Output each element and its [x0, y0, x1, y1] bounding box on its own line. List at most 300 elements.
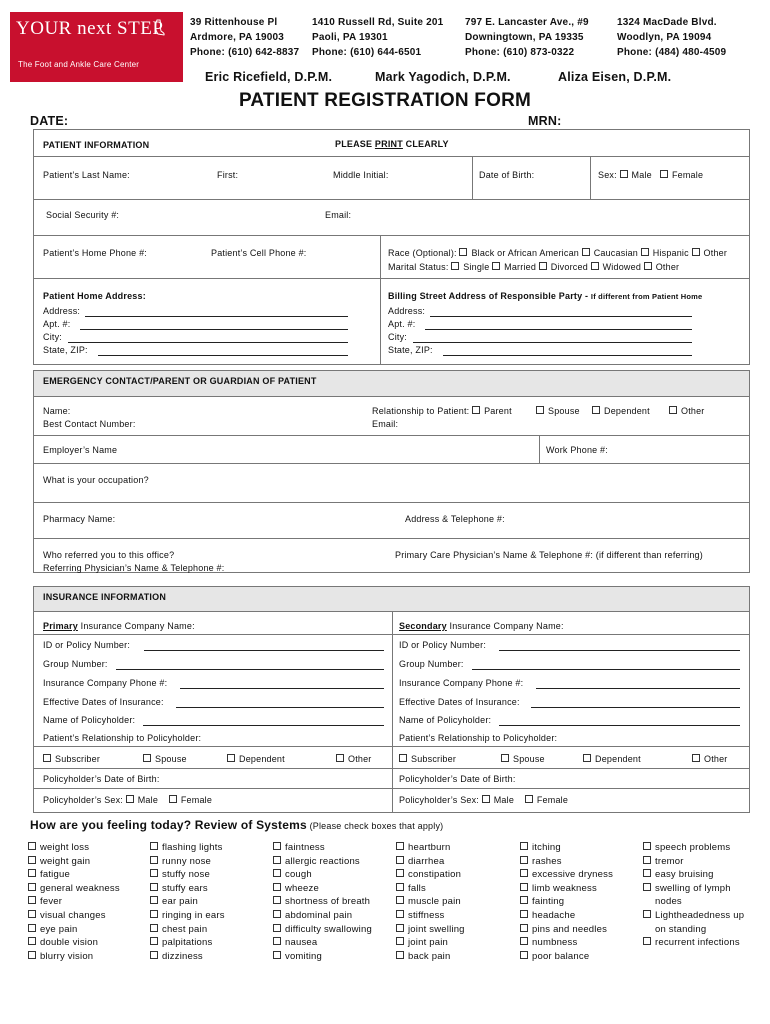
ros-item[interactable] — [150, 909, 225, 923]
other-checkbox[interactable] — [669, 406, 677, 414]
ros-item-label: Lightheadedness up — [655, 909, 745, 921]
primary-policyholder-line[interactable] — [143, 725, 384, 726]
dependent-checkbox[interactable] — [592, 406, 600, 414]
sex-options — [598, 170, 703, 180]
ros-title: How are you feeling today? Review of Systems — [30, 818, 307, 832]
male-checkbox[interactable] — [620, 170, 628, 178]
ros-item-label: muscle pain — [408, 896, 461, 908]
ros-checkbox[interactable] — [396, 937, 404, 945]
ros-checkbox[interactable] — [520, 951, 528, 959]
race-options — [388, 248, 727, 258]
ph-sex-label: Policyholder’s Sex: — [399, 795, 480, 805]
emergency-header: EMERGENCY CONTACT/PARENT OR GUARDIAN OF PATIENT — [43, 376, 317, 386]
ros-item-label: ringing in ears — [162, 909, 225, 921]
ros-item-label: back pain — [408, 950, 451, 962]
ros-item[interactable] — [273, 895, 372, 909]
apt-label: Apt. #: — [43, 319, 71, 329]
ros-column — [28, 841, 120, 963]
race-option: Hispanic — [652, 248, 689, 258]
ros-item[interactable] — [273, 868, 372, 882]
ros-item[interactable] — [273, 936, 372, 950]
ros-item-label: wheeze — [285, 882, 319, 894]
referring-physician-field[interactable]: Referring Physician’s Name & Telephone #: — [43, 563, 225, 573]
pharmacy-field[interactable]: Pharmacy Name: — [43, 514, 116, 524]
ph-sex-label: Policyholder’s Sex: — [43, 795, 124, 805]
marital-checkbox[interactable] — [539, 262, 547, 270]
ros-item[interactable] — [643, 936, 744, 950]
ros-item[interactable] — [28, 868, 120, 882]
primary-ph-dob-field[interactable]: Policyholder’s Date of Birth: — [43, 774, 160, 784]
ros-column — [396, 841, 465, 963]
ros-item[interactable] — [150, 841, 225, 855]
primary-group-field[interactable]: Group Number: — [43, 659, 108, 669]
best-contact-field[interactable]: Best Contact Number: — [43, 419, 136, 429]
race-label: Race (Optional): — [388, 248, 457, 258]
ros-checkbox[interactable] — [643, 910, 651, 918]
billing-apt-line[interactable] — [425, 329, 692, 330]
ros-item-label: cough — [285, 869, 312, 881]
ros-item[interactable] — [396, 950, 465, 964]
ros-checkbox[interactable] — [28, 856, 36, 864]
secondary-id-field[interactable]: ID or Policy Number: — [399, 640, 487, 650]
referred-field[interactable]: Who referred you to this office? — [43, 550, 175, 560]
ros-checkbox[interactable] — [150, 937, 158, 945]
primary-dates-field[interactable]: Effective Dates of Insurance: — [43, 697, 164, 707]
dependent-checkbox[interactable] — [227, 754, 235, 762]
secondary-other-option — [692, 754, 728, 764]
spouse-checkbox[interactable] — [143, 754, 151, 762]
ros-item[interactable] — [520, 841, 613, 855]
ros-checkbox[interactable] — [28, 883, 36, 891]
marital-option: Widowed — [602, 262, 642, 272]
ros-item[interactable] — [150, 895, 225, 909]
female-checkbox[interactable] — [525, 795, 533, 803]
parent-checkbox[interactable] — [472, 406, 480, 414]
ros-checkbox[interactable] — [643, 869, 651, 877]
ros-item[interactable] — [28, 895, 120, 909]
dependent-option — [592, 406, 650, 416]
ros-item-label: chest pain — [162, 923, 208, 935]
ros-checkbox[interactable] — [273, 910, 281, 918]
ros-item[interactable] — [150, 868, 225, 882]
ros-item-label: shortness of breath — [285, 896, 371, 908]
primary-relationship-label: Patient’s Relationship to Policyholder: — [43, 733, 202, 743]
ros-item-label: fainting — [532, 896, 565, 908]
option-label: Other — [348, 754, 372, 764]
option-label: Other — [704, 754, 728, 764]
ros-item[interactable] — [150, 950, 225, 964]
ros-item-label: eye pain — [40, 923, 78, 935]
ros-checkbox[interactable] — [520, 869, 528, 877]
race-checkbox[interactable] — [692, 248, 700, 256]
billing-state-zip-line[interactable] — [443, 355, 692, 356]
occupation-field[interactable]: What is your occupation? — [43, 475, 149, 485]
ros-item-label: dizziness — [162, 950, 203, 962]
male-checkbox[interactable] — [482, 795, 490, 803]
billing-note: If different from Patient Home — [590, 292, 703, 301]
city-line[interactable] — [68, 342, 348, 343]
marital-checkbox[interactable] — [451, 262, 459, 270]
ros-checkbox[interactable] — [150, 869, 158, 877]
ros-checkbox[interactable] — [150, 896, 158, 904]
primary-policyholder-field[interactable]: Name of Policyholder: — [43, 715, 136, 725]
option-label: Subscriber — [55, 754, 101, 764]
ros-item[interactable] — [643, 841, 744, 855]
office-line: Phone: (610) 642-8837 — [190, 47, 300, 58]
secondary-group-field[interactable]: Group Number: — [399, 659, 464, 669]
ros-item[interactable] — [273, 855, 372, 869]
ros-item[interactable] — [396, 909, 465, 923]
ros-item-label: recurrent infections — [655, 937, 740, 949]
primary-company-field[interactable] — [43, 621, 195, 631]
ros-checkbox[interactable] — [520, 883, 528, 891]
company-label: Insurance Company Name: — [446, 621, 564, 631]
marital-option: Married — [504, 262, 537, 272]
ros-checkbox[interactable] — [396, 883, 404, 891]
logo-subtitle: The Foot and Ankle Care Center — [18, 60, 140, 69]
ros-item-label: allergic reactions — [285, 855, 360, 867]
option-label: Spouse — [548, 406, 580, 416]
secondary-policyholder-line[interactable] — [499, 725, 740, 726]
address-label: Address: — [43, 306, 81, 316]
secondary-policyholder-field[interactable]: Name of Policyholder: — [399, 715, 492, 725]
ros-item[interactable] — [520, 909, 613, 923]
home-phone-field[interactable]: Patient’s Home Phone #: — [43, 248, 147, 258]
office-line: 1324 MacDade Blvd. — [617, 17, 717, 28]
primary-phone-line[interactable] — [180, 688, 384, 689]
ros-heading — [30, 818, 443, 832]
ros-item-label: faintness — [285, 842, 325, 853]
option-label: Male — [493, 795, 515, 805]
ros-item-label: poor balance — [532, 950, 590, 962]
male-label: Male — [631, 170, 652, 180]
marital-option: Divorced — [550, 262, 588, 272]
other-checkbox[interactable] — [336, 754, 344, 762]
ros-checkbox[interactable] — [28, 842, 36, 850]
ros-item[interactable] — [273, 882, 372, 896]
ros-checkbox[interactable] — [396, 951, 404, 959]
employer-field[interactable]: Employer’s Name — [43, 445, 118, 455]
primary-id-field[interactable]: ID or Policy Number: — [43, 640, 131, 650]
ros-checkbox[interactable] — [273, 924, 281, 932]
marital-checkbox[interactable] — [644, 262, 652, 270]
first-name-field[interactable]: First: — [217, 170, 239, 180]
ros-item[interactable] — [520, 882, 613, 896]
ros-item-label: rashes — [532, 855, 562, 867]
ros-item[interactable] — [643, 868, 744, 882]
ros-item[interactable] — [520, 868, 613, 882]
ros-item[interactable] — [396, 923, 465, 937]
doctor-name: Mark Yagodich, D.P.M. — [375, 70, 511, 84]
ros-item[interactable] — [643, 882, 744, 896]
ros-checkbox[interactable] — [520, 842, 528, 850]
ros-checkbox[interactable] — [643, 937, 651, 945]
secondary-dependent-option — [583, 754, 641, 764]
pcp-field[interactable]: Primary Care Physician’s Name & Telephone #: (if different than referring) — [395, 550, 703, 560]
marital-checkbox[interactable] — [591, 262, 599, 270]
option-label: Parent — [484, 406, 512, 416]
ros-checkbox[interactable] — [520, 937, 528, 945]
ros-checkbox[interactable] — [396, 842, 404, 850]
primary-id-line[interactable] — [144, 650, 384, 651]
ros-checkbox[interactable] — [643, 842, 651, 850]
ros-item-label: diarrhea — [408, 855, 445, 867]
last-name-field[interactable]: Patient’s Last Name: — [43, 170, 130, 180]
ros-item[interactable] — [28, 936, 120, 950]
ros-item[interactable] — [273, 950, 372, 964]
primary-label: Primary — [43, 621, 78, 631]
ros-item-label: difficulty swallowing — [285, 923, 372, 935]
ros-checkbox[interactable] — [150, 883, 158, 891]
ros-item[interactable] — [150, 855, 225, 869]
emergency-contact-section — [33, 370, 750, 573]
emergency-name-field[interactable]: Name: — [43, 406, 71, 416]
ros-item-label: visual changes — [40, 909, 106, 921]
ros-checkbox[interactable] — [28, 937, 36, 945]
primary-phone-field[interactable]: Insurance Company Phone #: — [43, 678, 168, 688]
option-label: Dependent — [595, 754, 641, 764]
pharmacy-address-field[interactable]: Address & Telephone #: — [405, 514, 505, 524]
ros-item[interactable] — [643, 909, 744, 923]
ros-item[interactable] — [643, 923, 744, 937]
marital-option: Other — [655, 262, 680, 272]
address-label: Address: — [388, 306, 426, 316]
ros-checkbox[interactable] — [273, 842, 281, 850]
ros-item[interactable] — [28, 841, 120, 855]
ros-checkbox[interactable] — [520, 856, 528, 864]
ros-item[interactable] — [643, 895, 744, 909]
logo-title: YOUR next STEP — [16, 18, 164, 39]
office-line: Ardmore, PA 19003 — [190, 32, 284, 43]
office-line: 1410 Russell Rd, Suite 201 — [312, 17, 444, 28]
ros-item[interactable] — [520, 936, 613, 950]
ros-checkbox[interactable] — [520, 896, 528, 904]
ros-item[interactable] — [396, 882, 465, 896]
secondary-dates-field[interactable]: Effective Dates of Insurance: — [399, 697, 520, 707]
female-checkbox[interactable] — [660, 170, 668, 178]
doctor-name: Aliza Eisen, D.P.M. — [558, 70, 672, 84]
option-label: Spouse — [155, 754, 187, 764]
apt-label: Apt. #: — [388, 319, 416, 329]
ros-item-label: itching — [532, 842, 561, 853]
ros-item-label: runny nose — [162, 855, 212, 867]
ros-checkbox[interactable] — [520, 924, 528, 932]
email-field[interactable]: Email: — [325, 210, 352, 220]
ros-item[interactable] — [28, 855, 120, 869]
ros-item-label: easy bruising — [655, 869, 714, 881]
ros-checkbox[interactable] — [28, 910, 36, 918]
secondary-ph-dob-field[interactable]: Policyholder’s Date of Birth: — [399, 774, 516, 784]
ros-checkbox[interactable] — [150, 842, 158, 850]
billing-address-line[interactable] — [430, 316, 692, 317]
secondary-ph-sex-options — [399, 795, 568, 805]
ros-item[interactable] — [396, 868, 465, 882]
ros-checkbox[interactable] — [643, 883, 651, 891]
ros-checkbox[interactable] — [520, 910, 528, 918]
ros-item[interactable] — [150, 923, 225, 937]
ros-checkbox[interactable] — [396, 856, 404, 864]
ros-item[interactable] — [396, 841, 465, 855]
primary-group-line[interactable] — [116, 669, 384, 670]
ros-item[interactable] — [396, 895, 465, 909]
secondary-subscriber-option — [399, 754, 456, 764]
doctor-name: Eric Ricefield, D.P.M. — [205, 70, 333, 84]
race-option: Caucasian — [593, 248, 639, 258]
emergency-email-field[interactable]: Email: — [372, 419, 399, 429]
spouse-checkbox[interactable] — [536, 406, 544, 414]
spouse-checkbox[interactable] — [501, 754, 509, 762]
ros-item[interactable] — [273, 841, 372, 855]
ros-checkbox[interactable] — [273, 869, 281, 877]
office-line: Phone: (610) 873-0322 — [465, 47, 575, 58]
female-label: Female — [671, 170, 704, 180]
secondary-group-line[interactable] — [472, 669, 740, 670]
other-checkbox[interactable] — [692, 754, 700, 762]
ros-item-label: general weakness — [40, 882, 120, 894]
race-checkbox[interactable] — [641, 248, 649, 256]
ros-item[interactable] — [520, 855, 613, 869]
primary-dates-line[interactable] — [176, 707, 384, 708]
race-option: Black or African American — [471, 248, 579, 258]
city-label: City: — [43, 332, 62, 342]
ros-checkbox[interactable] — [273, 951, 281, 959]
middle-initial-field[interactable]: Middle Initial: — [333, 170, 389, 180]
secondary-phone-line[interactable] — [536, 688, 740, 689]
dob-field[interactable]: Date of Birth: — [479, 170, 535, 180]
ros-checkbox[interactable] — [273, 856, 281, 864]
billing-text: Billing Street Address of Responsible Party - — [388, 291, 591, 301]
male-checkbox[interactable] — [126, 795, 134, 803]
ros-item[interactable] — [28, 950, 120, 964]
dependent-checkbox[interactable] — [583, 754, 591, 762]
ros-checkbox[interactable] — [150, 951, 158, 959]
state-zip-label: State, ZIP: — [388, 345, 433, 355]
practice-logo — [10, 12, 183, 82]
ros-item-label: tremor — [655, 855, 684, 867]
ros-checkbox[interactable] — [273, 896, 281, 904]
ros-item[interactable] — [28, 909, 120, 923]
marital-options — [388, 262, 679, 272]
ros-checkbox[interactable] — [28, 896, 36, 904]
ros-item-label: abdominal pain — [285, 909, 353, 921]
option-label: Female — [536, 795, 569, 805]
office-line: Paoli, PA 19301 — [312, 32, 388, 43]
office-line: Phone: (610) 644-6501 — [312, 47, 422, 58]
relationship-options — [372, 406, 512, 416]
secondary-relationship-label: Patient’s Relationship to Policyholder: — [399, 733, 558, 743]
ros-checkbox[interactable] — [396, 896, 404, 904]
ros-item-label: swelling of lymph — [655, 882, 731, 894]
ros-item[interactable] — [396, 855, 465, 869]
ros-item-label: flashing lights — [162, 842, 223, 853]
ros-item-label: fatigue — [40, 869, 70, 881]
ros-item[interactable] — [273, 923, 372, 937]
cell-phone-field[interactable]: Patient’s Cell Phone #: — [211, 248, 307, 258]
office-woodlyn — [617, 15, 726, 60]
ros-checkbox[interactable] — [150, 910, 158, 918]
option-label: Female — [180, 795, 213, 805]
ros-item-label: fever — [40, 896, 63, 908]
home-address-heading: Patient Home Address: — [43, 291, 146, 301]
office-line: 39 Rittenhouse Pl — [190, 17, 278, 28]
ros-checkbox[interactable] — [396, 910, 404, 918]
ros-item[interactable] — [150, 936, 225, 950]
primary-ph-sex-options — [43, 795, 212, 805]
ros-item-label: stuffy nose — [162, 869, 210, 881]
ros-checkbox[interactable] — [273, 937, 281, 945]
secondary-dates-line[interactable] — [531, 707, 740, 708]
marital-checkbox[interactable] — [492, 262, 500, 270]
insurance-header: INSURANCE INFORMATION — [43, 592, 167, 602]
option-label: Spouse — [513, 754, 545, 764]
ros-item[interactable] — [520, 895, 613, 909]
print-clearly-note — [335, 139, 449, 149]
office-ardmore — [190, 15, 299, 60]
ros-item[interactable] — [520, 923, 613, 937]
ros-item-label: nodes — [655, 896, 682, 908]
secondary-company-field[interactable] — [399, 621, 564, 631]
address-line[interactable] — [85, 316, 348, 317]
option-label: Male — [137, 795, 159, 805]
ros-checkbox[interactable] — [150, 856, 158, 864]
ros-column — [520, 841, 613, 963]
form-title: PATIENT REGISTRATION FORM — [238, 90, 532, 111]
race-checkbox[interactable] — [459, 248, 467, 256]
ros-checkbox[interactable] — [273, 883, 281, 891]
ros-item-label: numbness — [532, 937, 578, 949]
office-paoli — [312, 15, 443, 60]
ros-item-label: stuffy ears — [162, 882, 208, 894]
ros-checkbox[interactable] — [28, 924, 36, 932]
secondary-phone-field[interactable]: Insurance Company Phone #: — [399, 678, 524, 688]
ros-column — [273, 841, 372, 963]
ros-item[interactable] — [150, 882, 225, 896]
subscriber-checkbox[interactable] — [399, 754, 407, 762]
race-checkbox[interactable] — [582, 248, 590, 256]
billing-city-line[interactable] — [413, 342, 692, 343]
ros-checkbox[interactable] — [150, 924, 158, 932]
apt-line[interactable] — [80, 329, 348, 330]
ros-checkbox[interactable] — [396, 924, 404, 932]
ros-item-label: headache — [532, 909, 576, 921]
other-option — [669, 406, 705, 416]
subscriber-checkbox[interactable] — [43, 754, 51, 762]
ros-note: (Please check boxes that apply) — [309, 821, 444, 831]
state-zip-line[interactable] — [98, 355, 348, 356]
ros-checkbox[interactable] — [28, 951, 36, 959]
female-checkbox[interactable] — [169, 795, 177, 803]
secondary-spouse-option — [501, 754, 545, 764]
work-phone-field[interactable]: Work Phone #: — [546, 445, 608, 455]
ros-item[interactable] — [396, 936, 465, 950]
ros-checkbox[interactable] — [28, 869, 36, 877]
ros-item[interactable] — [273, 909, 372, 923]
marital-label: Marital Status: — [388, 262, 449, 272]
ros-item[interactable] — [28, 923, 120, 937]
print-text: PLEASE — [335, 139, 375, 149]
option-label: Subscriber — [411, 754, 457, 764]
ssn-field[interactable]: Social Security #: — [46, 210, 120, 220]
ros-item-label: stiffness — [408, 909, 445, 921]
ros-checkbox[interactable] — [396, 869, 404, 877]
secondary-label: Secondary — [399, 621, 447, 631]
ros-item[interactable] — [520, 950, 613, 964]
ros-item[interactable] — [643, 855, 744, 869]
ros-item[interactable] — [28, 882, 120, 896]
secondary-id-line[interactable] — [499, 650, 740, 651]
ros-item-label: double vision — [40, 937, 99, 949]
ros-checkbox[interactable] — [643, 856, 651, 864]
